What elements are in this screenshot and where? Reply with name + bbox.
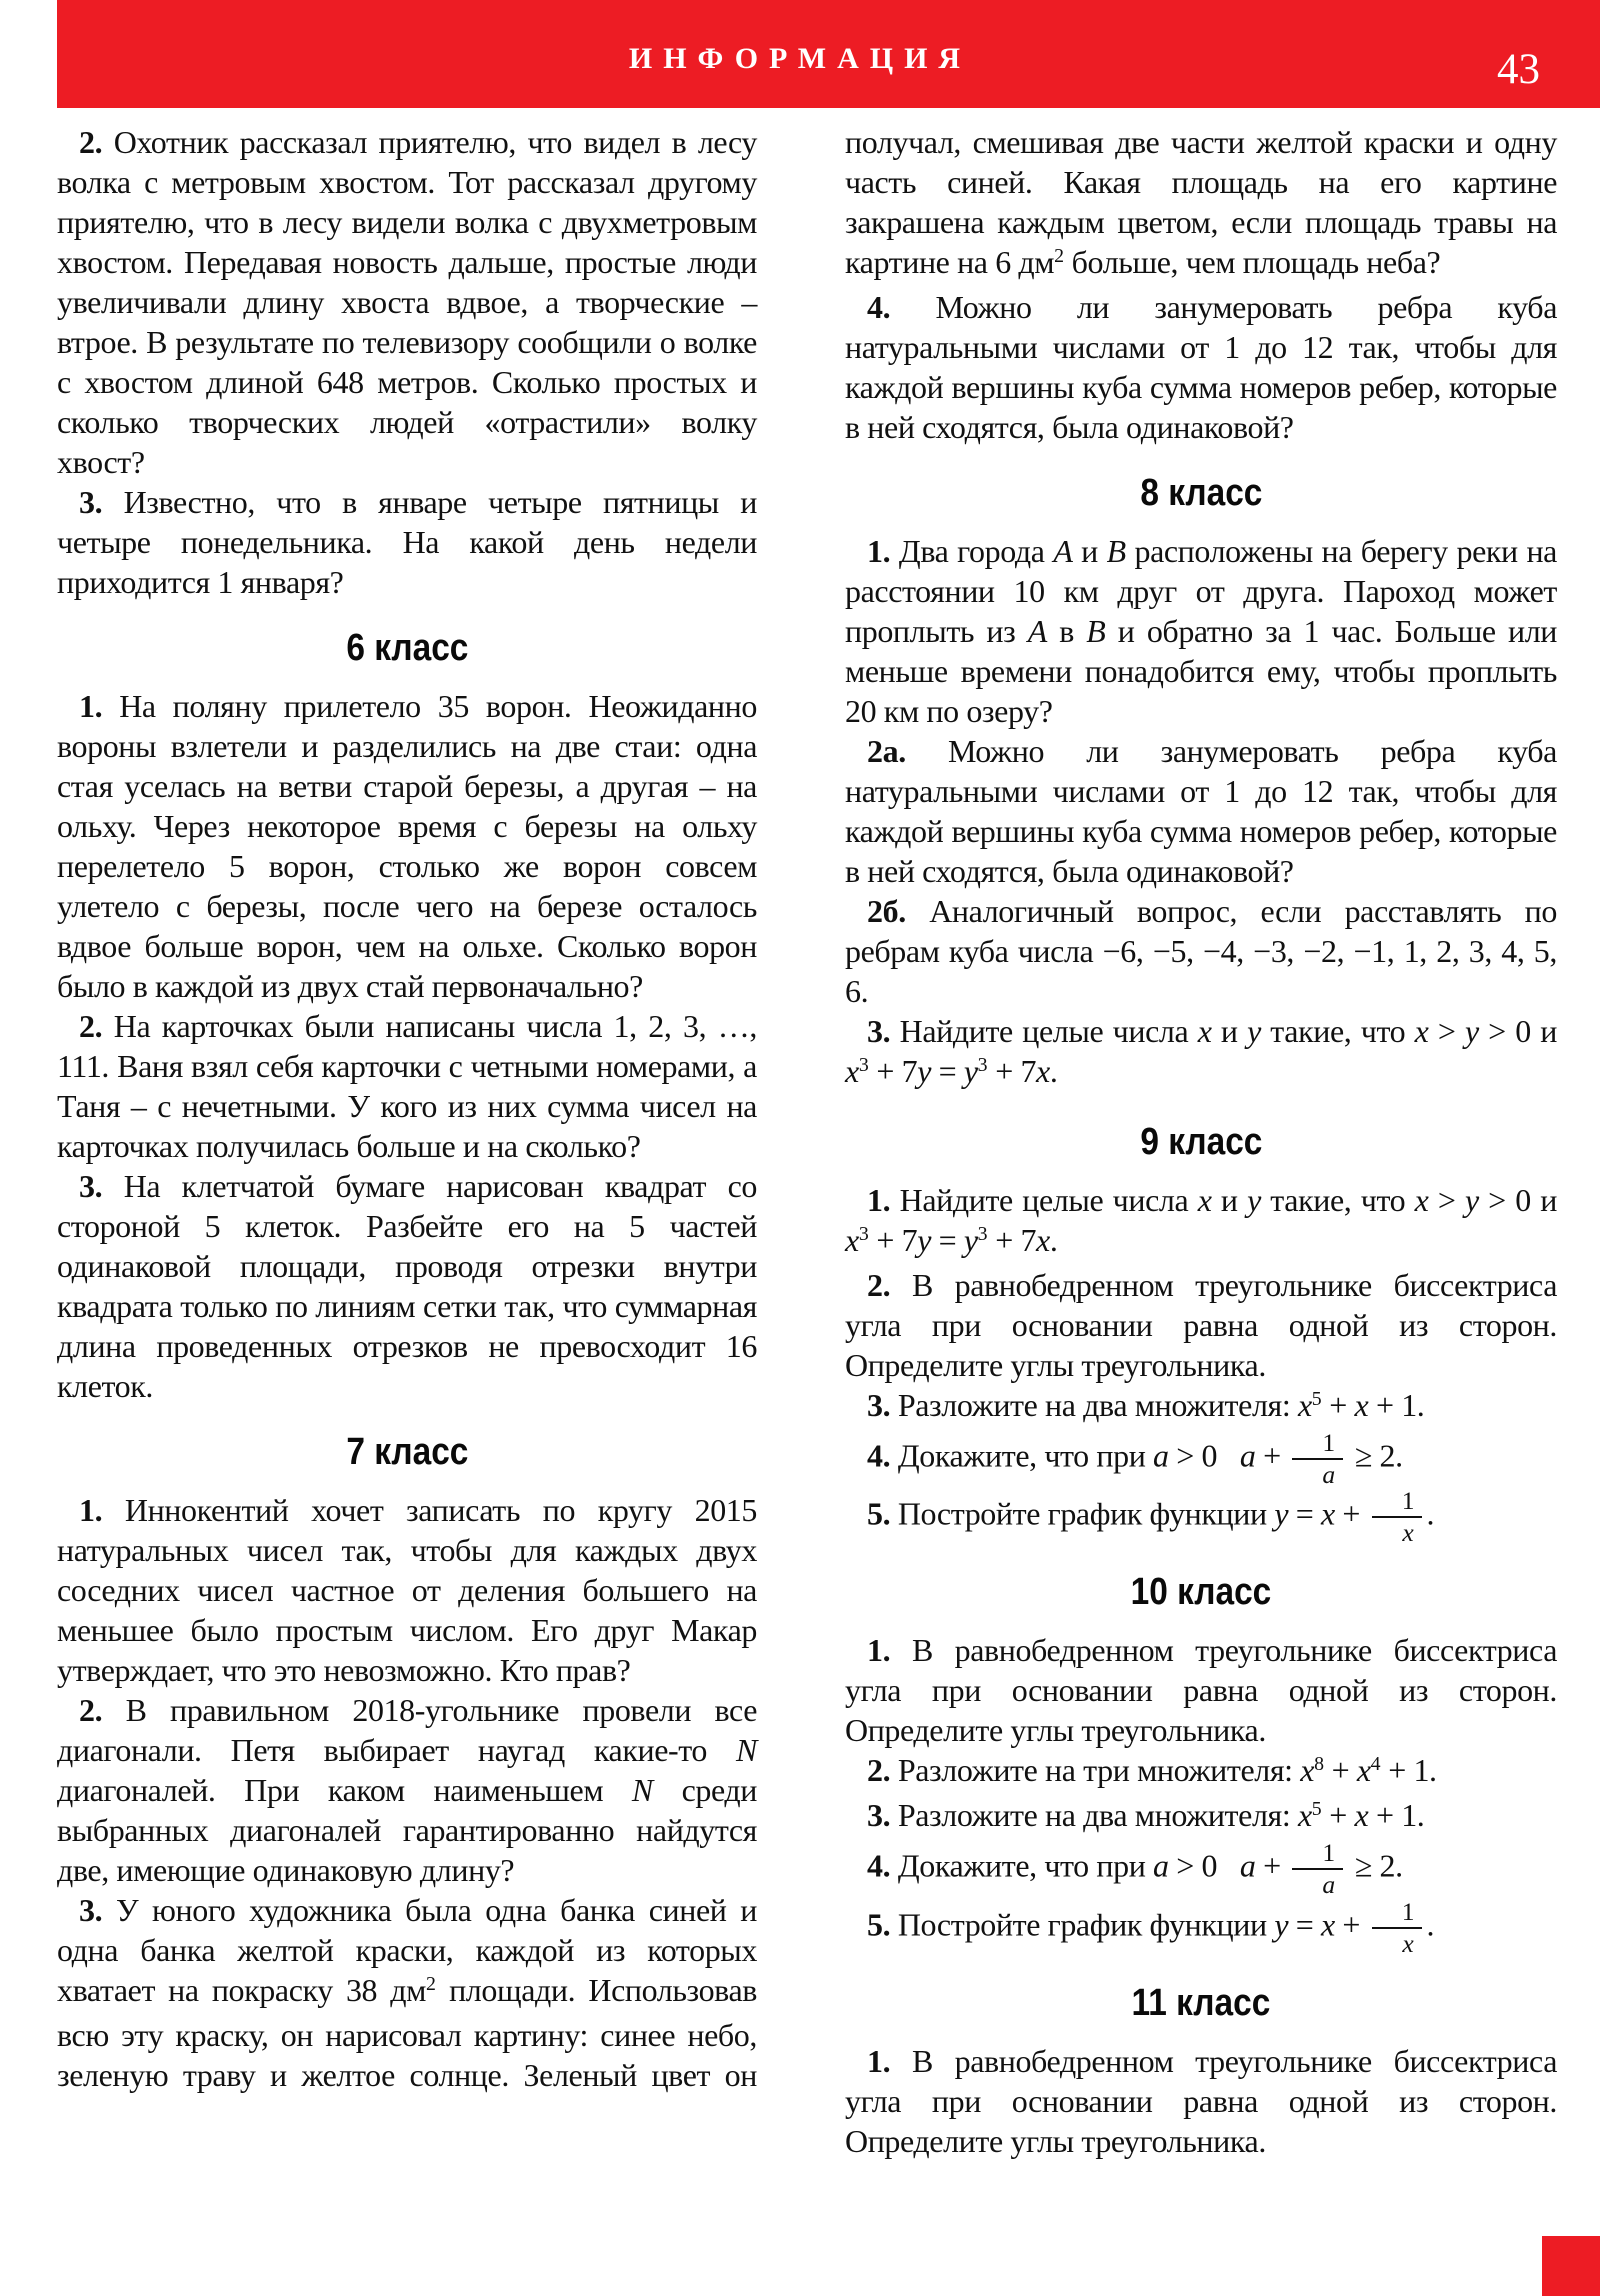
superscript: 3 bbox=[977, 1054, 988, 1077]
math-variable: y bbox=[917, 1222, 931, 1258]
fraction bbox=[1372, 1896, 1423, 1958]
math-variable: x bbox=[1300, 1752, 1315, 1789]
math-variable: N bbox=[736, 1732, 757, 1768]
grade-section bbox=[57, 122, 757, 602]
fraction-numerator: 1 bbox=[1372, 1899, 1423, 1929]
problem-number: 3. bbox=[79, 484, 103, 520]
problem-number: 3. bbox=[79, 1892, 103, 1928]
math-variable: y bbox=[1247, 1182, 1261, 1218]
math-variable: y bbox=[1464, 1013, 1479, 1049]
grade-section bbox=[845, 122, 1557, 447]
problem-number: 1. bbox=[79, 688, 103, 724]
math-variable: x bbox=[1321, 1906, 1335, 1943]
problem: 2. В правильном 2018-угольнике провели все диагонали. Петя выбирает наугад какие-то N диагоналей. При каком наименьшем N среди выбранных диагоналей гарантированно найдутся две, имеющие одинаковую длину? bbox=[57, 1692, 757, 1888]
problem: 4. Можно ли занумеровать ребра куба натуральными числами от 1 до 12 так, чтобы для каждой вершины куба сумма номеров ребер, которые в ней сходятся, была одинаковой? bbox=[845, 289, 1557, 445]
problem-number: 4. bbox=[867, 1437, 891, 1474]
math-variable: y bbox=[1464, 1182, 1479, 1218]
section-heading bbox=[57, 1432, 757, 1472]
problem-number: 1. bbox=[867, 2042, 891, 2079]
math-variable: y bbox=[1247, 1013, 1261, 1049]
problem: 2. На карточках были написаны числа 1, 2, 3, …, 111. Ваня взял себя карточки с четными номерами, а Таня – с нечетными. У кого из них сумма чисел на карточках получилась больше и на сколько? bbox=[57, 1008, 757, 1164]
problem: 3. Разложите на два множителя: $x^5 + x + 1$. bbox=[867, 1797, 1425, 1834]
problem-number: 1. bbox=[867, 1182, 891, 1218]
math-variable: x bbox=[1036, 1222, 1050, 1258]
section-heading-text: 9 класс bbox=[1139, 1121, 1263, 1163]
fraction-numerator: 1 bbox=[1292, 1430, 1343, 1460]
superscript: 5 bbox=[1311, 1388, 1322, 1411]
problem: 2. Охотник рассказал приятелю, что видел в лесу волка с метровым хвостом. Тот рассказал другому приятелю, что в лесу видели волка с двухметровым хвостом. Передавая новость дальше, простые люди увеличивали длину хвоста вдвое, а творческие – втрое. В результате по телевизору сообщили о волке с хвостом длиной 648 метров. Сколько простых и сколько творческих людей «отрастили» волку хвост? bbox=[57, 124, 757, 480]
fraction-denominator: a bbox=[1322, 1460, 1336, 1490]
math-variable: A bbox=[1053, 533, 1073, 569]
superscript: 3 bbox=[977, 1223, 988, 1246]
grade-section bbox=[845, 473, 1557, 1096]
superscript: 5 bbox=[1311, 1798, 1322, 1821]
fraction bbox=[1292, 1840, 1343, 1898]
problem-number: 2. bbox=[79, 124, 103, 160]
problem: 3. Известно, что в январе четыре пятницы и четыре понедельника. На какой день недели приходится 1 января? bbox=[57, 484, 757, 600]
math-variable: x bbox=[1197, 1013, 1212, 1049]
problem-number: 2. bbox=[867, 1752, 891, 1789]
section-heading bbox=[845, 1572, 1557, 1612]
math-variable: a bbox=[1153, 1847, 1169, 1884]
math-variable: x bbox=[1297, 1797, 1312, 1834]
math-variable: x bbox=[1354, 1387, 1369, 1423]
problem-number: 1. bbox=[79, 1492, 103, 1528]
problem-number: 3. bbox=[867, 1797, 891, 1834]
fraction-numerator: 1 bbox=[1372, 1488, 1423, 1518]
superscript: 2 bbox=[1054, 245, 1065, 268]
math-variable: y bbox=[917, 1053, 931, 1089]
problem: 1. Найдите целые числа x и y такие, что x > y > 0 и $x^3 + 7y = y^3 + 7x$. bbox=[845, 1182, 1557, 1258]
problem: 4. Докажите, что при a > 0 a + $\frac{1}{a}$ ≥ 2. bbox=[867, 1428, 1403, 1490]
problem: 3. Найдите целые числа x и y такие, что x > y > 0 и $x^3 + 7y = y^3 + 7x$. bbox=[845, 1013, 1557, 1089]
math-variable: x bbox=[1297, 1387, 1312, 1423]
page-number: 43 bbox=[1497, 46, 1540, 93]
problem-number: 3. bbox=[79, 1168, 103, 1204]
math-variable: x bbox=[1036, 1053, 1050, 1089]
math-variable: x bbox=[1354, 1797, 1369, 1834]
content-area bbox=[0, 108, 1600, 2296]
corner-red-square bbox=[1542, 2236, 1600, 2296]
column-left bbox=[57, 122, 757, 2095]
math-variable: a bbox=[1153, 1437, 1169, 1474]
problem-number: 2б. bbox=[867, 893, 906, 929]
section-heading-text: 11 класс bbox=[1131, 1981, 1271, 2024]
problem: 1. На поляну прилетело 35 ворон. Неожиданно вороны взлетели и разделились на две стаи: одна стая уселась на ветви старой березы, а другая – на ольху. Через некоторое время с березы на ольху перелетело 5 ворон, столько же ворон совсем улетело с березы, после чего на березе осталось вдвое больше ворон, чем на ольхе. Сколько ворон было в каждой из двух стай первоначально? bbox=[57, 688, 757, 1004]
problem-number: 1. bbox=[867, 1632, 891, 1669]
grade-section bbox=[845, 1983, 1557, 2161]
section-heading bbox=[845, 1122, 1557, 1162]
problem: 5. Постройте график функции y = x + $\frac{1}{x}$ . bbox=[867, 1486, 1435, 1548]
superscript: 4 bbox=[1370, 1753, 1381, 1776]
math-variable: x bbox=[1414, 1182, 1429, 1218]
problem-number: 3. bbox=[867, 1387, 891, 1423]
problem: 4. Докажите, что при a > 0 a + $\frac{1}{a}$ ≥ 2. bbox=[867, 1838, 1403, 1900]
problem-number: 4. bbox=[867, 1847, 891, 1884]
math-variable: x bbox=[1197, 1182, 1212, 1218]
problem-number: 1. bbox=[867, 533, 891, 569]
grade-section bbox=[845, 1122, 1557, 1546]
section-title: ИНФОРМАЦИЯ bbox=[628, 42, 972, 75]
section-heading-text: 7 класс bbox=[345, 1431, 469, 1473]
math-variable: x bbox=[845, 1222, 859, 1258]
problem: 1. В равнобедренном треугольнике биссектриса угла при основании равна одной из сторон. Определите углы треугольника. bbox=[845, 1632, 1557, 1749]
math-variable: a bbox=[1239, 1437, 1256, 1474]
problem: 3. У юного художника была одна банка синей и одна банка желтой краски, каждой из которых хватает на покраску 38 $дм^2$ площади. Использовав всю эту краску, он нарисовал картину: синее небо, зеленую траву и желтое солнце. Зеленый цвет он bbox=[57, 1892, 757, 2093]
problem: 1. Два города A и B расположены на берегу реки на расстоянии 10 км друг от друга. Пароход может проплыть из A в B и обратно за 1 час. Больше или меньше времени понадобится ему, чтобы проплыть 20 км по озеру? bbox=[845, 533, 1557, 729]
problem: 5. Постройте график функции y = x + $\frac{1}{x}$ . bbox=[867, 1896, 1435, 1958]
problem: 2б. Аналогичный вопрос, если расставлять по ребрам куба числа −6, −5, −4, −3, −2, −1, 1, 2, 3, 4, 5, 6. bbox=[845, 893, 1557, 1009]
section-heading bbox=[57, 628, 757, 668]
header-band bbox=[57, 0, 1600, 108]
section-heading bbox=[845, 473, 1557, 513]
math-variable: x bbox=[1321, 1495, 1335, 1532]
grade-section bbox=[845, 1572, 1557, 1956]
fraction bbox=[1372, 1488, 1423, 1546]
superscript: 2 bbox=[426, 1973, 436, 1996]
math-variable: y bbox=[963, 1222, 978, 1258]
math-variable: a bbox=[1239, 1847, 1256, 1884]
math-variable: x bbox=[845, 1053, 859, 1089]
problem-continuation: получал, смешивая две части желтой краски и одну часть синей. Какая площадь на его картине закрашена каждым цветом, если площадь травы на картине на 6 $дм^2$ больше, чем площадь неба? bbox=[845, 124, 1557, 280]
superscript: 8 bbox=[1314, 1753, 1324, 1776]
fraction bbox=[1292, 1430, 1343, 1488]
grade-section bbox=[57, 628, 757, 1406]
fraction-denominator: a bbox=[1322, 1870, 1336, 1900]
math-variable: B bbox=[1086, 613, 1106, 649]
problem-number: 2. bbox=[79, 1008, 103, 1044]
section-heading bbox=[845, 1983, 1557, 2023]
math-variable: y bbox=[963, 1053, 978, 1089]
math-variable: y bbox=[1274, 1906, 1289, 1943]
superscript: 3 bbox=[858, 1223, 869, 1246]
math-variable: A bbox=[1027, 613, 1047, 649]
math-variable: N bbox=[631, 1772, 653, 1808]
grade-section bbox=[57, 1432, 757, 2095]
section-heading-text: 10 класс bbox=[1130, 1571, 1272, 1614]
superscript: 3 bbox=[858, 1054, 869, 1077]
problem-number: 2. bbox=[867, 1267, 891, 1303]
math-variable: B bbox=[1106, 533, 1126, 569]
problem-number: 5. bbox=[867, 1495, 891, 1532]
problem-number: 4. bbox=[867, 289, 891, 325]
math-variable: x bbox=[1356, 1752, 1371, 1789]
fraction-denominator: x bbox=[1402, 1518, 1414, 1548]
math-variable: x bbox=[1414, 1013, 1429, 1049]
problem: 1. Иннокентий хочет записать по кругу 2015 натуральных чисел так, чтобы для каждых двух соседних чисел частное от деления большего на меньшее было простым числом. Его друг Макар утверждает, что это невозможно. Кто прав? bbox=[57, 1492, 757, 1688]
fraction-numerator: 1 bbox=[1292, 1840, 1343, 1870]
math-variable: y bbox=[1274, 1495, 1289, 1532]
problem: 2. В равнобедренном треугольнике биссектриса угла при основании равна одной из сторон. Определите углы треугольника. bbox=[845, 1267, 1557, 1383]
problem: 2. Разложите на три множителя: $x^8 + x^4 + 1$. bbox=[867, 1752, 1437, 1789]
column-right bbox=[845, 122, 1557, 2161]
problem: 2а. Можно ли занумеровать ребра куба натуральными числами от 1 до 12 так, чтобы для каждой вершины куба сумма номеров ребер, которые в ней сходятся, была одинаковой? bbox=[845, 733, 1557, 889]
problem-number: 5. bbox=[867, 1906, 891, 1943]
problem-number: 3. bbox=[867, 1013, 891, 1049]
problem: 3. На клетчатой бумаге нарисован квадрат со стороной 5 клеток. Разбейте его на 5 частей одинаковой площади, проводя отрезки внутри квадрата только по линиям сетки так, что суммарная длина проведенных отрезков не превосходит 16 клеток. bbox=[57, 1168, 757, 1404]
section-heading-text: 8 класс bbox=[1139, 472, 1263, 514]
problem: 3. Разложите на два множителя: $x^5 + x + 1$. bbox=[867, 1387, 1425, 1423]
problem: 1. В равнобедренном треугольнике биссектриса угла при основании равна одной из сторон. Определите углы треугольника. bbox=[845, 2042, 1557, 2159]
problem-number: 2а. bbox=[867, 733, 906, 769]
section-heading-text: 6 класс bbox=[345, 627, 469, 669]
problem-number: 2. bbox=[79, 1692, 103, 1728]
fraction-denominator: x bbox=[1402, 1928, 1414, 1958]
